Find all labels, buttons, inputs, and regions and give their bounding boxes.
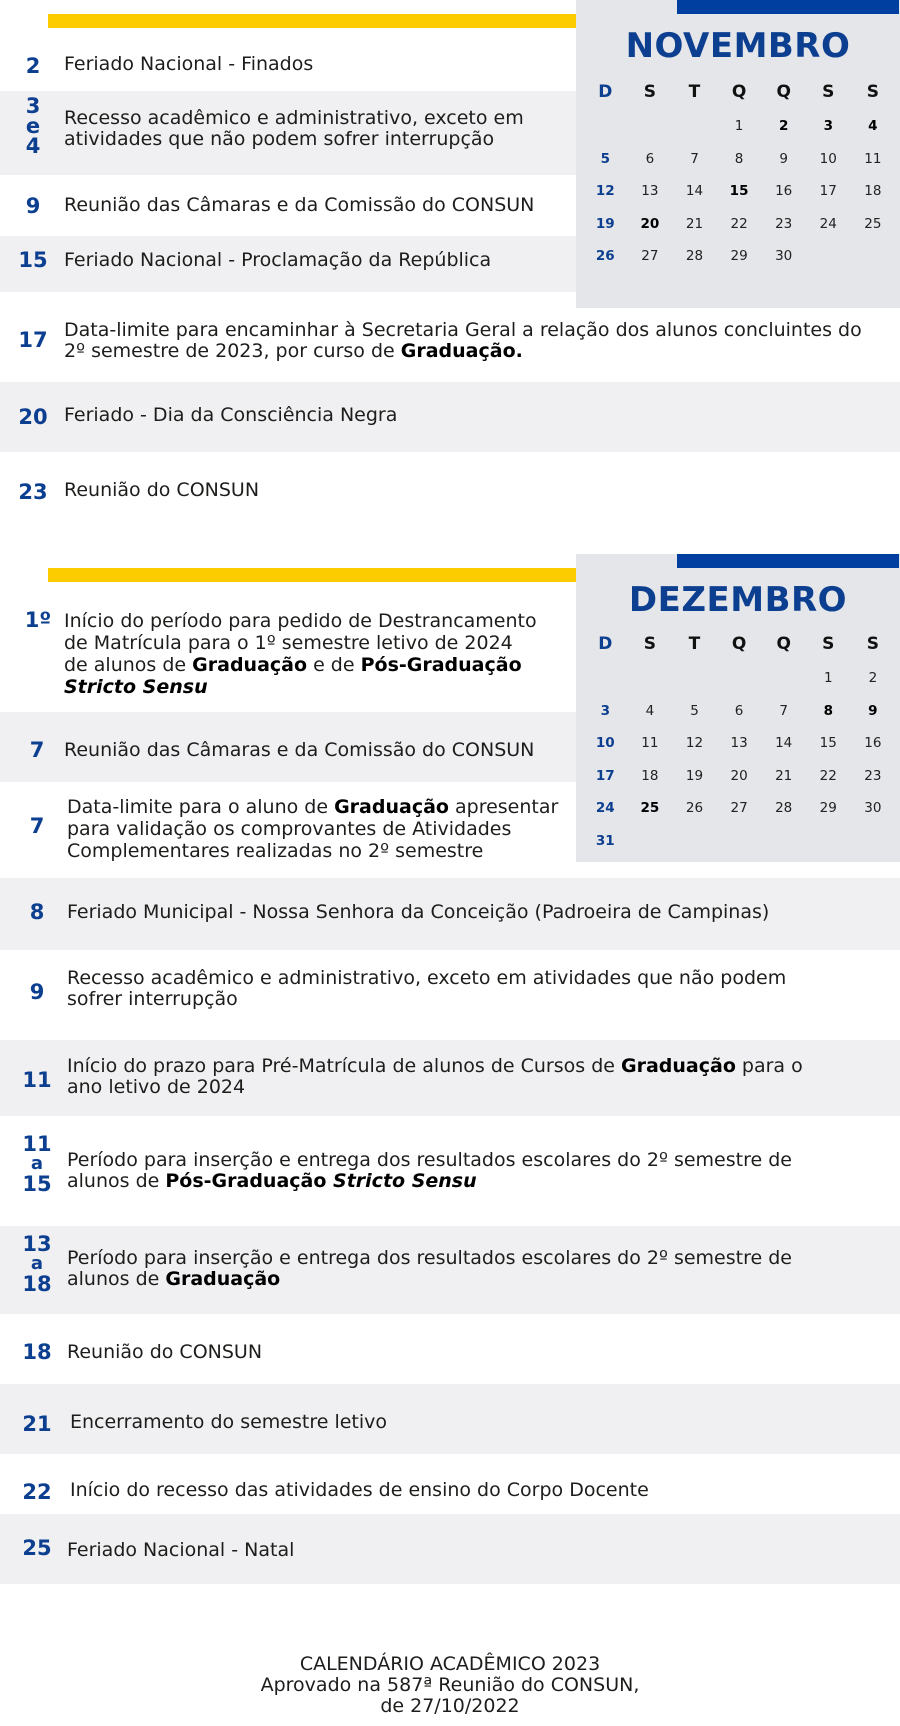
- weekday-header: D: [598, 82, 613, 102]
- event-text-line: de alunos de Graduação e de Pós-Graduação: [64, 654, 522, 676]
- event-text: Reunião das Câmaras e da Comissão do CONSUN: [64, 194, 535, 216]
- calendar-day: 10: [819, 150, 837, 167]
- event-text-line: de Matrícula para o 1º semestre letivo de 2024: [64, 632, 513, 654]
- calendar-day: 13: [730, 735, 748, 751]
- event-text: Início do recesso das atividades de ensino do Corpo Docente: [70, 1479, 649, 1501]
- event-day: 9: [29, 980, 45, 1004]
- calendar-empty-cell: [672, 825, 717, 858]
- event-day: 1º: [24, 608, 52, 632]
- calendar-day: 27: [641, 248, 659, 264]
- calendar-day: 28: [775, 800, 793, 816]
- calendar-day: 3: [600, 702, 610, 719]
- event-day-start: 13: [22, 1232, 52, 1256]
- weekday-header: S: [822, 634, 835, 654]
- event-day-join: e: [25, 114, 41, 138]
- calendar-day: 3: [823, 118, 833, 134]
- calendar-day: 11: [641, 735, 659, 751]
- event-day-start: 3: [25, 94, 41, 118]
- event-text: Feriado Nacional - Natal: [67, 1539, 295, 1561]
- calendar-day: 5: [690, 702, 699, 719]
- calendar-day: 16: [775, 183, 793, 199]
- calendar-day: 15: [729, 183, 749, 199]
- calendar-empty-cell: [717, 662, 762, 695]
- calendar-empty-cell: [761, 825, 806, 858]
- december-title: DEZEMBRO: [628, 580, 848, 620]
- event-day-start: 11: [22, 1132, 52, 1156]
- event-day-range: [16, 1234, 58, 1294]
- calendar-day: 27: [730, 800, 748, 816]
- calendar-day: 25: [640, 800, 660, 816]
- event-text: Feriado Municipal - Nossa Senhora da Conceição (Padroeira de Campinas): [67, 901, 770, 923]
- calendar-empty-cell: [806, 240, 851, 273]
- event-day: 15: [18, 248, 48, 272]
- event-text: Feriado Nacional - Finados: [64, 53, 314, 75]
- event-day: 7: [29, 738, 45, 762]
- event-text-line: Data-limite para encaminhar à Secretaria Geral a relação dos alunos concluintes do: [64, 319, 862, 341]
- weekday-header: T: [688, 634, 701, 654]
- calendar-day: 28: [685, 248, 704, 264]
- event-day: 8: [29, 900, 45, 924]
- calendar-day: 13: [641, 183, 659, 199]
- november-blue-bar: [677, 0, 899, 14]
- footer: [0, 1654, 900, 1717]
- calendar-day: 14: [775, 735, 793, 751]
- event-text-line: Período para inserção e entrega dos resultados escolares do 2º semestre de: [67, 1149, 792, 1171]
- calendar-empty-cell: [806, 825, 851, 858]
- calendar-day: 17: [819, 183, 837, 199]
- calendar-day: 6: [734, 702, 744, 719]
- event-day: 17: [18, 328, 48, 352]
- calendar-day: 18: [864, 183, 882, 199]
- calendar-day: 9: [868, 702, 878, 719]
- event-text-line: Complementares realizadas no 2º semestre: [67, 840, 484, 862]
- calendar-day: 20: [640, 215, 660, 232]
- event-day: 18: [22, 1340, 52, 1364]
- calendar-day: 19: [685, 767, 704, 784]
- event-text: [67, 1150, 792, 1192]
- event-text-line: Data-limite para o aluno de Graduação apresentar: [67, 796, 559, 818]
- footer-date: de 27/10/2022: [380, 1695, 520, 1717]
- calendar-day: 31: [595, 832, 615, 849]
- november-day-grid: [583, 74, 895, 273]
- november-yellow-bar: [48, 14, 621, 28]
- calendar-day: 7: [690, 150, 699, 167]
- calendar-day: 10: [595, 735, 615, 751]
- event-day-end: 18: [22, 1272, 52, 1296]
- calendar-day: 22: [730, 215, 748, 232]
- event-day: 11: [22, 1068, 52, 1092]
- event-day: 20: [18, 405, 48, 429]
- event-day: 25: [22, 1536, 52, 1560]
- event-day-end: 15: [22, 1172, 52, 1196]
- weekday-header: Q: [731, 82, 747, 102]
- calendar-day: 11: [864, 150, 882, 167]
- event-text: [67, 1056, 803, 1098]
- event-day: 7: [29, 814, 45, 838]
- weekday-header: S: [643, 82, 657, 102]
- event-text-line: alunos de Pós-Graduação Stricto Sensu: [67, 1170, 477, 1192]
- event-text: [67, 796, 558, 862]
- event-text-line: Recesso acadêmico e administrativo, exceto em atividades que não podem: [67, 967, 787, 989]
- event-day-end: 4: [25, 134, 41, 158]
- event-day-join: a: [30, 1153, 44, 1174]
- calendar-day: 20: [730, 767, 748, 784]
- footer-title: CALENDÁRIO ACADÊMICO 2023: [299, 1653, 601, 1675]
- calendar-day: 22: [819, 767, 837, 784]
- calendar-day: 16: [864, 735, 882, 751]
- weekday-header: S: [866, 82, 879, 102]
- event-text-line: Período para inserção e entrega dos resultados escolares do 2º semestre de: [67, 1247, 792, 1269]
- event-text-line: ano letivo de 2024: [67, 1076, 246, 1098]
- event-text-line: Stricto Sensu: [64, 676, 208, 698]
- event-day: 23: [18, 480, 48, 504]
- event-text: [67, 1248, 792, 1290]
- event-text-line: alunos de Graduação: [67, 1268, 281, 1290]
- event-day-range: [14, 96, 52, 156]
- calendar-day: 12: [685, 735, 704, 751]
- calendar-day: 15: [819, 735, 837, 751]
- weekday-header: T: [688, 82, 701, 102]
- calendar-day: 17: [595, 767, 615, 784]
- calendar-day: 30: [775, 248, 793, 264]
- weekday-header: S: [643, 634, 657, 654]
- december-blue-bar: [677, 554, 899, 568]
- event-text: [64, 320, 862, 362]
- calendar-day: 19: [595, 215, 615, 232]
- event-text-line: atividades que não podem sofrer interrupção: [64, 128, 495, 150]
- calendar-day: 23: [864, 767, 882, 784]
- event-text-line: sofrer interrupção: [67, 988, 238, 1010]
- event-day-range: [16, 1134, 58, 1194]
- event-text: Reunião do CONSUN: [67, 1341, 263, 1363]
- event-text-line: Início do período para pedido de Destrancamento: [64, 610, 537, 632]
- event-text-line: Recesso acadêmico e administrativo, exceto em: [64, 107, 524, 129]
- calendar-day: 23: [775, 215, 793, 232]
- calendar-day: 4: [645, 702, 655, 719]
- event-text-line: para validação os comprovantes de Atividades: [67, 818, 512, 840]
- event-text: Feriado - Dia da Consciência Negra: [64, 404, 398, 426]
- calendar-day: 9: [779, 150, 788, 167]
- calendar-day: 24: [595, 800, 615, 816]
- event-text: Reunião do CONSUN: [64, 479, 260, 501]
- calendar-day: 18: [641, 767, 659, 784]
- event-text: [64, 610, 537, 698]
- calendar-day: 6: [645, 150, 655, 167]
- event-text-line: Início do prazo para Pré-Matrícula de alunos de Cursos de Graduação para o: [67, 1055, 803, 1077]
- weekday-header: Q: [776, 82, 791, 102]
- footer-approval: Aprovado na 587ª Reunião do CONSUN,: [260, 1674, 640, 1696]
- calendar-empty-cell: [628, 110, 673, 143]
- weekday-header: S: [822, 82, 835, 102]
- calendar-empty-cell: [672, 110, 717, 143]
- calendar-day: 1: [734, 118, 744, 134]
- event-text-line: 2º semestre de 2023, por curso de Graduação.: [64, 340, 523, 362]
- event-text: Feriado Nacional - Proclamação da República: [64, 249, 492, 271]
- calendar-empty-cell: [583, 110, 628, 143]
- calendar-empty-cell: [628, 825, 673, 858]
- calendar-empty-cell: [851, 240, 896, 273]
- calendar-day: 5: [600, 150, 610, 167]
- event-day-join: a: [30, 1253, 44, 1274]
- weekday-header: Q: [731, 634, 747, 654]
- event-text: [67, 968, 786, 1010]
- december-day-grid: [583, 626, 895, 857]
- calendar-day: 7: [779, 702, 788, 719]
- calendar-day: 14: [685, 183, 704, 199]
- calendar-day: 4: [868, 118, 878, 134]
- calendar-day: 8: [734, 150, 744, 167]
- event-text: Reunião das Câmaras e da Comissão do CONSUN: [64, 739, 535, 761]
- weekday-header: D: [598, 634, 613, 654]
- november-title: NOVEMBRO: [625, 26, 851, 66]
- weekday-header: S: [866, 634, 879, 654]
- event-day: 21: [22, 1412, 52, 1436]
- event-text: Encerramento do semestre letivo: [70, 1411, 388, 1433]
- calendar-empty-cell: [672, 662, 717, 695]
- calendar-day: 1: [823, 670, 833, 686]
- calendar-day: 21: [775, 767, 793, 784]
- calendar-day: 25: [864, 215, 882, 232]
- calendar-day: 2: [778, 118, 789, 134]
- calendar-empty-cell: [851, 825, 896, 858]
- calendar-empty-cell: [717, 825, 762, 858]
- event-day: 9: [25, 194, 41, 218]
- calendar-day: 2: [868, 670, 878, 686]
- calendar-empty-cell: [628, 662, 673, 695]
- calendar-day: 30: [864, 800, 882, 816]
- calendar-day: 8: [823, 702, 833, 719]
- calendar-day: 29: [819, 800, 837, 816]
- weekday-header: Q: [776, 634, 791, 654]
- calendar-day: 21: [685, 215, 704, 232]
- calendar-empty-cell: [583, 662, 628, 695]
- calendar-day: 26: [685, 800, 704, 816]
- calendar-day: 24: [819, 215, 837, 232]
- calendar-empty-cell: [761, 662, 806, 695]
- event-day: 22: [22, 1480, 52, 1504]
- december-yellow-bar: [48, 568, 621, 582]
- calendar-day: 12: [595, 183, 615, 199]
- event-day: 2: [25, 54, 41, 78]
- calendar-day: 26: [595, 248, 615, 264]
- event-text: [64, 108, 524, 150]
- calendar-day: 29: [730, 248, 748, 264]
